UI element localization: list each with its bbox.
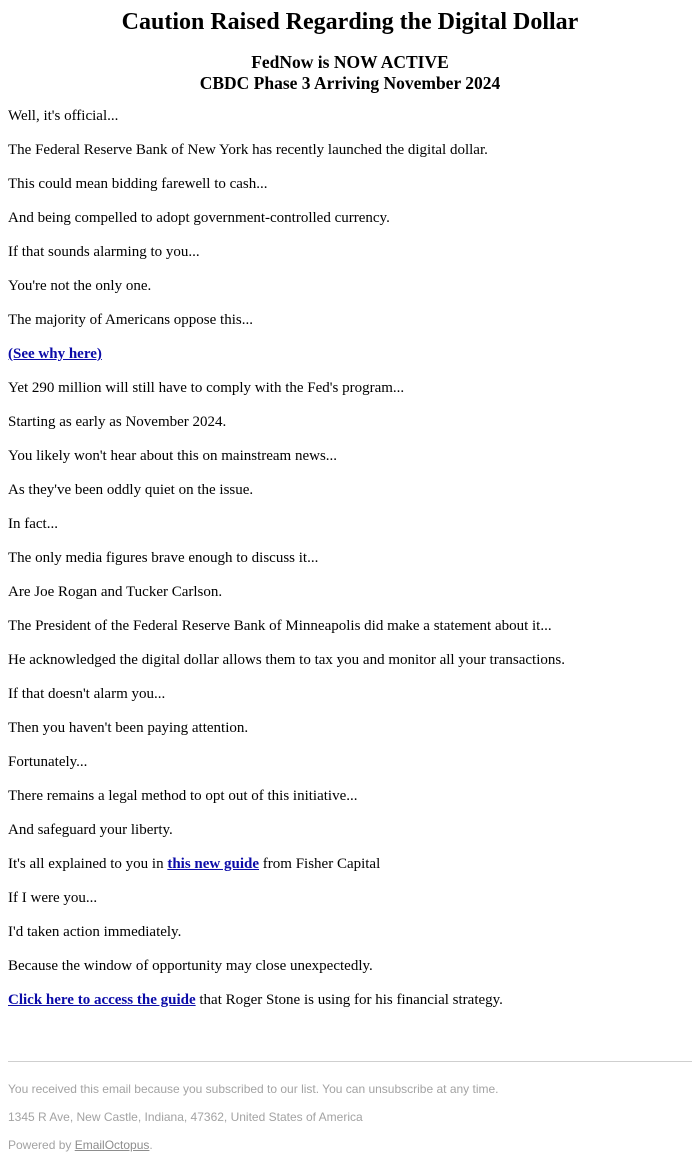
see-why-link[interactable]: (See why here) xyxy=(8,346,102,362)
subtitle-line-fednow: FedNow is NOW ACTIVE xyxy=(251,52,449,72)
paragraph: If I were you... xyxy=(8,890,98,906)
subtitle-line-cbdc: CBDC Phase 3 Arriving November 2024 xyxy=(199,73,501,93)
paragraph: Because the window of opportunity may close unexpectedly. xyxy=(8,958,373,974)
guide-paragraph xyxy=(8,856,692,890)
guide-text-before: It's all explained to you in xyxy=(8,856,168,872)
paragraph: The Federal Reserve Bank of New York has recently launched the digital dollar. xyxy=(8,142,488,158)
email-footer xyxy=(8,1081,692,1165)
guide-text-after: from Fisher Capital xyxy=(259,856,381,872)
email-body xyxy=(8,94,692,1026)
paragraph: If that doesn't alarm you... xyxy=(8,686,166,702)
subscription-notice: You received this email because you subscribed to our list. You can unsubscribe at any time. xyxy=(8,1082,499,1096)
footer-divider xyxy=(8,1061,692,1062)
paragraph: As they've been oddly quiet on the issue. xyxy=(8,482,254,498)
paragraph: In fact... xyxy=(8,516,58,532)
paragraph: There remains a legal method to opt out of this initiative... xyxy=(8,788,358,804)
paragraph: He acknowledged the digital dollar allows them to tax you and monitor all your transactions. xyxy=(8,652,565,668)
paragraph: Starting as early as November 2024. xyxy=(8,414,227,430)
paragraph: Yet 290 million will still have to comply with the Fed's program... xyxy=(8,380,405,396)
paragraph: Are Joe Rogan and Tucker Carlson. xyxy=(8,584,223,600)
paragraph: And being compelled to adopt government-controlled currency. xyxy=(8,210,390,226)
emailoctopus-link[interactable]: EmailOctopus xyxy=(74,1138,150,1152)
powered-by-prefix: Powered by xyxy=(8,1138,75,1152)
paragraph: If that sounds alarming to you... xyxy=(8,244,200,260)
powered-by xyxy=(8,1137,692,1165)
email-subtitle xyxy=(8,36,692,94)
paragraph: And safeguard your liberty. xyxy=(8,822,173,838)
paragraph: Then you haven't been paying attention. xyxy=(8,720,249,736)
paragraph: You're not the only one. xyxy=(8,278,152,294)
access-guide-link[interactable]: Click here to access the guide xyxy=(8,992,196,1008)
paragraph: You likely won't hear about this on mainstream news... xyxy=(8,448,338,464)
paragraph: Fortunately... xyxy=(8,754,88,770)
cta-text-after: that Roger Stone is using for his financial strategy. xyxy=(195,992,503,1008)
email-title: Caution Raised Regarding the Digital Dollar xyxy=(121,9,579,35)
paragraph: The majority of Americans oppose this... xyxy=(8,312,253,328)
powered-by-suffix: . xyxy=(149,1138,153,1152)
new-guide-link[interactable]: this new guide xyxy=(167,856,260,872)
email-content xyxy=(8,0,692,1026)
paragraph: Well, it's official... xyxy=(8,108,119,124)
see-why-paragraph xyxy=(8,346,692,380)
paragraph: I'd taken action immediately. xyxy=(8,924,182,940)
sender-address: 1345 R Ave, New Castle, Indiana, 47362, United States of America xyxy=(8,1110,363,1124)
paragraph: This could mean bidding farewell to cash... xyxy=(8,176,268,192)
paragraph: The only media figures brave enough to discuss it... xyxy=(8,550,319,566)
cta-paragraph xyxy=(8,992,692,1026)
paragraph: The President of the Federal Reserve Bank of Minneapolis did make a statement about it... xyxy=(8,618,552,634)
